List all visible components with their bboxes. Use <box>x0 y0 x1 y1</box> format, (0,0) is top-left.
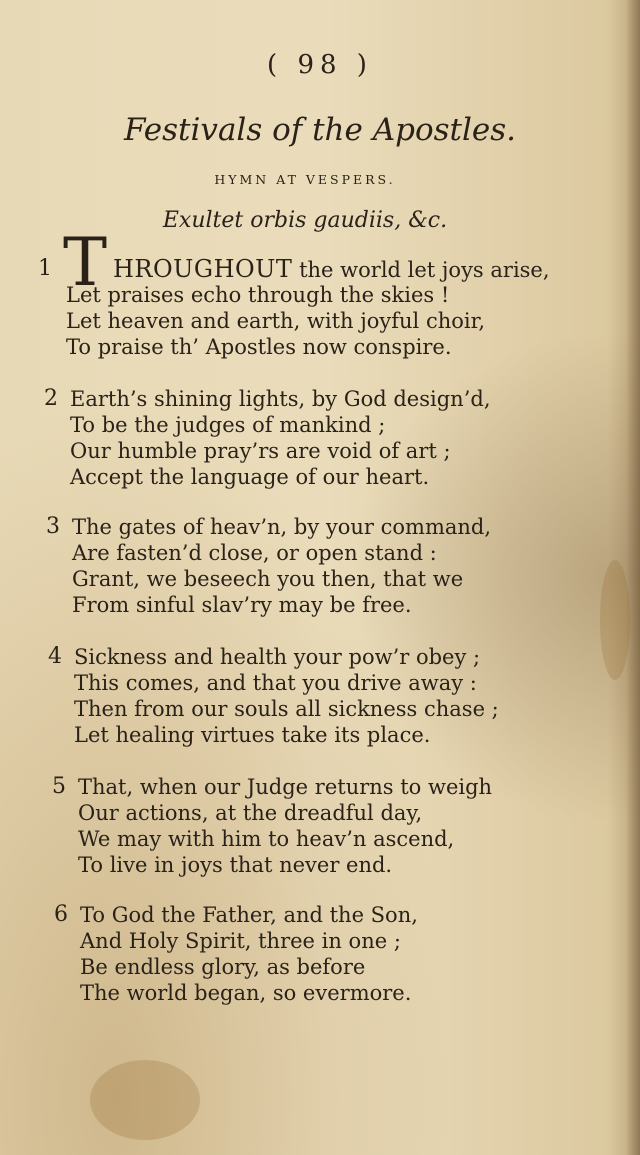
stanza-number: 2 <box>44 386 58 411</box>
stanza-number: 3 <box>46 514 60 539</box>
stanza-number: 1 <box>38 256 52 281</box>
stanza-number: 6 <box>54 902 68 927</box>
section-title: Festivals of the Apostles. <box>123 112 516 148</box>
foxing-stain <box>600 560 630 680</box>
verse-line: We may with him to heav’n ascend, <box>78 827 455 851</box>
stanza-number: 5 <box>52 774 66 799</box>
verse-line: Accept the language of our heart. <box>70 465 430 489</box>
verse-line: That, when our Judge returns to weigh <box>78 775 493 799</box>
verse-line: To God the Father, and the Son, <box>80 903 418 927</box>
verse-line: Our humble pray’rs are void of art ; <box>70 439 451 463</box>
verse-line: Sickness and health your pow’r obey ; <box>74 645 481 669</box>
foxing-stain <box>90 1060 200 1140</box>
verse-line: To live in joys that never end. <box>78 853 393 877</box>
verse-line: Let heaven and earth, with joyful choir, <box>66 309 486 333</box>
stanza-number: 4 <box>48 644 62 669</box>
first-line-caps: HROUGHOUT <box>113 255 293 283</box>
verse-line <box>113 256 550 283</box>
verse-line: Grant, we beseech you then, that we <box>72 567 464 591</box>
verse-line: Let healing virtues take its place. <box>74 723 431 747</box>
verse-line: The gates of heav’n, by your command, <box>72 515 492 539</box>
verse-line: Earth’s shining lights, by God design’d, <box>70 387 491 411</box>
verse-line: From sinful slav’ry may be free. <box>72 593 412 617</box>
verse-line: Be endless glory, as before <box>80 955 366 979</box>
verse-line: Our actions, at the dreadful day, <box>78 801 423 825</box>
verse-line: Then from our souls all sickness chase ; <box>74 697 499 721</box>
page-number: ( 98 ) <box>267 50 373 80</box>
verse-line: The world began, so evermore. <box>80 981 412 1005</box>
verse-line: Are fasten’d close, or open stand : <box>72 541 437 565</box>
verse-line: This comes, and that you drive away : <box>74 671 477 695</box>
page-edge-shadow <box>626 0 640 1155</box>
verse-line: And Holy Spirit, three in one ; <box>80 929 401 953</box>
first-line-rest: the world let joys arise, <box>292 258 550 282</box>
drop-cap: T <box>63 224 108 301</box>
verse-line: To praise th’ Apostles now conspire. <box>66 335 452 359</box>
latin-incipit: Exultet orbis gaudiis, &c. <box>162 208 448 233</box>
hymn-heading: HYMN AT VESPERS. <box>214 172 396 187</box>
verse-line: Let praises echo through the skies ! <box>66 283 450 307</box>
verse-line: To be the judges of mankind ; <box>70 413 386 437</box>
